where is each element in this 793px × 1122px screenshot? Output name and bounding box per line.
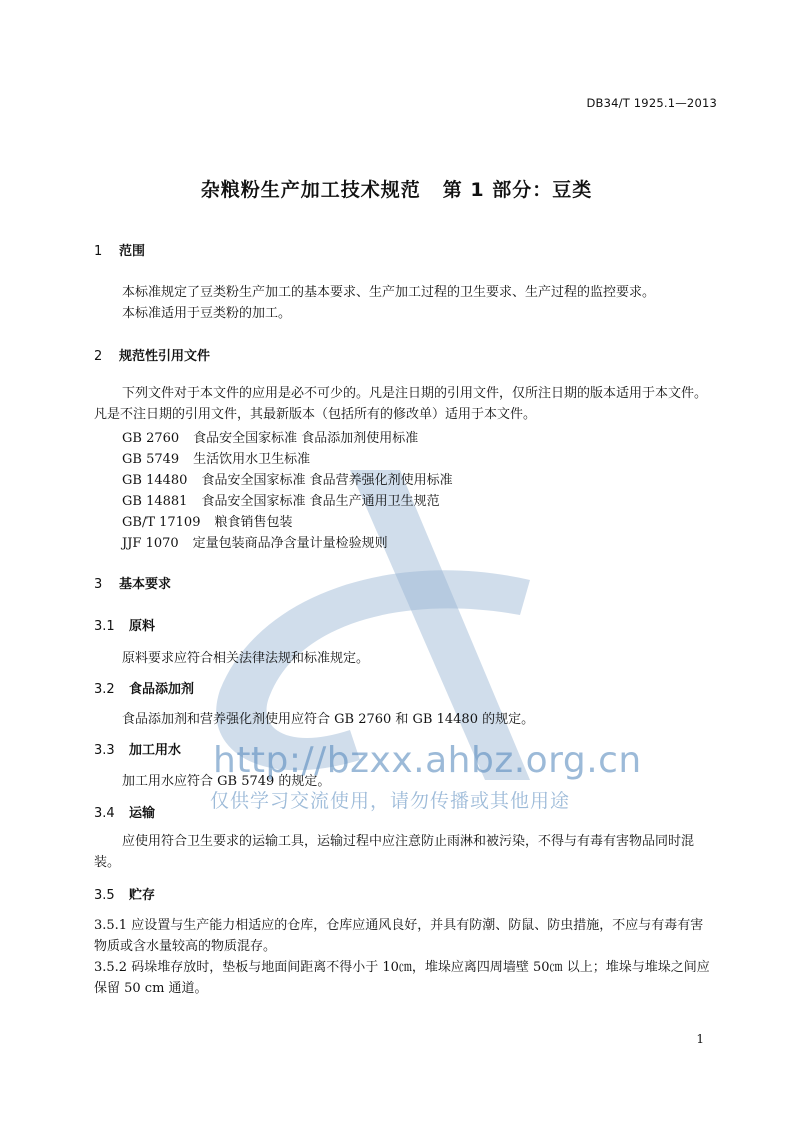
ref-title: 食品安全国家标准 食品添加剂使用标准 bbox=[193, 431, 419, 446]
page-number: 1 bbox=[696, 1032, 704, 1046]
section-title: 基本要求 bbox=[119, 577, 172, 592]
reference-item bbox=[122, 427, 418, 446]
subsection-number: 3.5 bbox=[94, 888, 115, 903]
clause-3-5-1: 3.5.1 应设置与生产能力相适应的仓库，仓库应通风良好，并具有防潮、防鼠、防虫措施，不应与有毒有害物质或含水量较高的物质混存。 bbox=[94, 918, 704, 954]
ref-code: GB/T 17109 bbox=[122, 515, 201, 530]
ref-code: GB 2760 bbox=[122, 431, 180, 446]
ref-title: 食品安全国家标准 食品生产通用卫生规范 bbox=[201, 494, 440, 509]
section-number: 3 bbox=[94, 577, 103, 592]
section-3-heading bbox=[94, 573, 171, 592]
ref-title: 定量包装商品净含量计量检验规则 bbox=[192, 536, 388, 551]
subsection-title: 原料 bbox=[129, 619, 156, 634]
ref-code: JJF 1070 bbox=[122, 536, 179, 551]
subsection-3-4-heading bbox=[94, 802, 155, 821]
document-code: DB34/T 1925.1—2013 bbox=[586, 96, 717, 110]
section-title: 规范性引用文件 bbox=[119, 349, 211, 364]
section-number: 1 bbox=[94, 244, 103, 259]
subsection-title: 食品添加剂 bbox=[129, 682, 195, 697]
ref-code: GB 14480 bbox=[122, 473, 188, 488]
reference-item bbox=[122, 532, 388, 551]
subsection-number: 3.2 bbox=[94, 682, 115, 697]
subsection-3-1-heading bbox=[94, 615, 155, 634]
watermark-note: 仅供学习交流使用，请勿传播或其他用途 bbox=[210, 790, 571, 812]
title-main: 杂粮粉生产加工技术规范 bbox=[200, 179, 421, 201]
paragraph: 原料要求应符合相关法律法规和标准规定。 bbox=[122, 651, 370, 666]
paragraph: 食品添加剂和营养强化剂使用应符合 GB 2760 和 GB 14480 的规定。 bbox=[122, 712, 535, 727]
ref-code: GB 14881 bbox=[122, 494, 188, 509]
title-part: 第 1 部分：豆类 bbox=[442, 179, 593, 201]
page-title bbox=[0, 175, 793, 202]
section-title: 范围 bbox=[119, 244, 146, 259]
subsection-3-3-heading bbox=[94, 739, 181, 758]
paragraph: 应使用符合卫生要求的运输工具，运输过程中应注意防止雨淋和被污染，不得与有毒有害物品同时混装。 bbox=[94, 834, 695, 870]
subsection-number: 3.4 bbox=[94, 806, 115, 821]
ref-title: 粮食销售包装 bbox=[214, 515, 293, 530]
ref-title: 食品安全国家标准 食品营养强化剂使用标准 bbox=[201, 473, 453, 488]
subsection-3-2-heading bbox=[94, 678, 194, 697]
section-number: 2 bbox=[94, 349, 103, 364]
subsection-title: 加工用水 bbox=[129, 743, 182, 758]
reference-item bbox=[122, 448, 310, 467]
paragraph: 加工用水应符合 GB 5749 的规定。 bbox=[122, 774, 331, 789]
paragraph: 下列文件对于本文件的应用是必不可少的。凡是注日期的引用文件，仅所注日期的版本适用于本文件。凡是不注日期的引用文件，其最新版本（包括所有的修改单）适用于本文件。 bbox=[94, 386, 708, 422]
ref-code: GB 5749 bbox=[122, 452, 180, 467]
section-2-heading bbox=[94, 345, 210, 364]
paragraph: 本标准适用于豆类粉的加工。 bbox=[122, 306, 292, 321]
section-1-heading bbox=[94, 240, 145, 259]
reference-item bbox=[122, 469, 453, 488]
subsection-title: 贮存 bbox=[129, 888, 156, 903]
subsection-title: 运输 bbox=[129, 806, 156, 821]
subsection-3-5-heading bbox=[94, 884, 155, 903]
ref-title: 生活饮用水卫生标准 bbox=[193, 452, 311, 467]
reference-item bbox=[122, 490, 440, 509]
subsection-number: 3.3 bbox=[94, 743, 115, 758]
clause-3-5-2: 3.5.2 码垛堆存放时，垫板与地面间距离不得小于 10㎝，堆垛应离四周墙壁 50㎝ 以上；堆垛与堆垛之间应保留 50 cm 通道。 bbox=[94, 960, 710, 996]
reference-item bbox=[122, 511, 293, 530]
watermark-url: http://bzxx.ahbz.org.cn bbox=[213, 740, 642, 781]
subsection-number: 3.1 bbox=[94, 619, 115, 634]
paragraph: 本标准规定了豆类粉生产加工的基本要求、生产加工过程的卫生要求、生产过程的监控要求。 bbox=[122, 285, 656, 300]
